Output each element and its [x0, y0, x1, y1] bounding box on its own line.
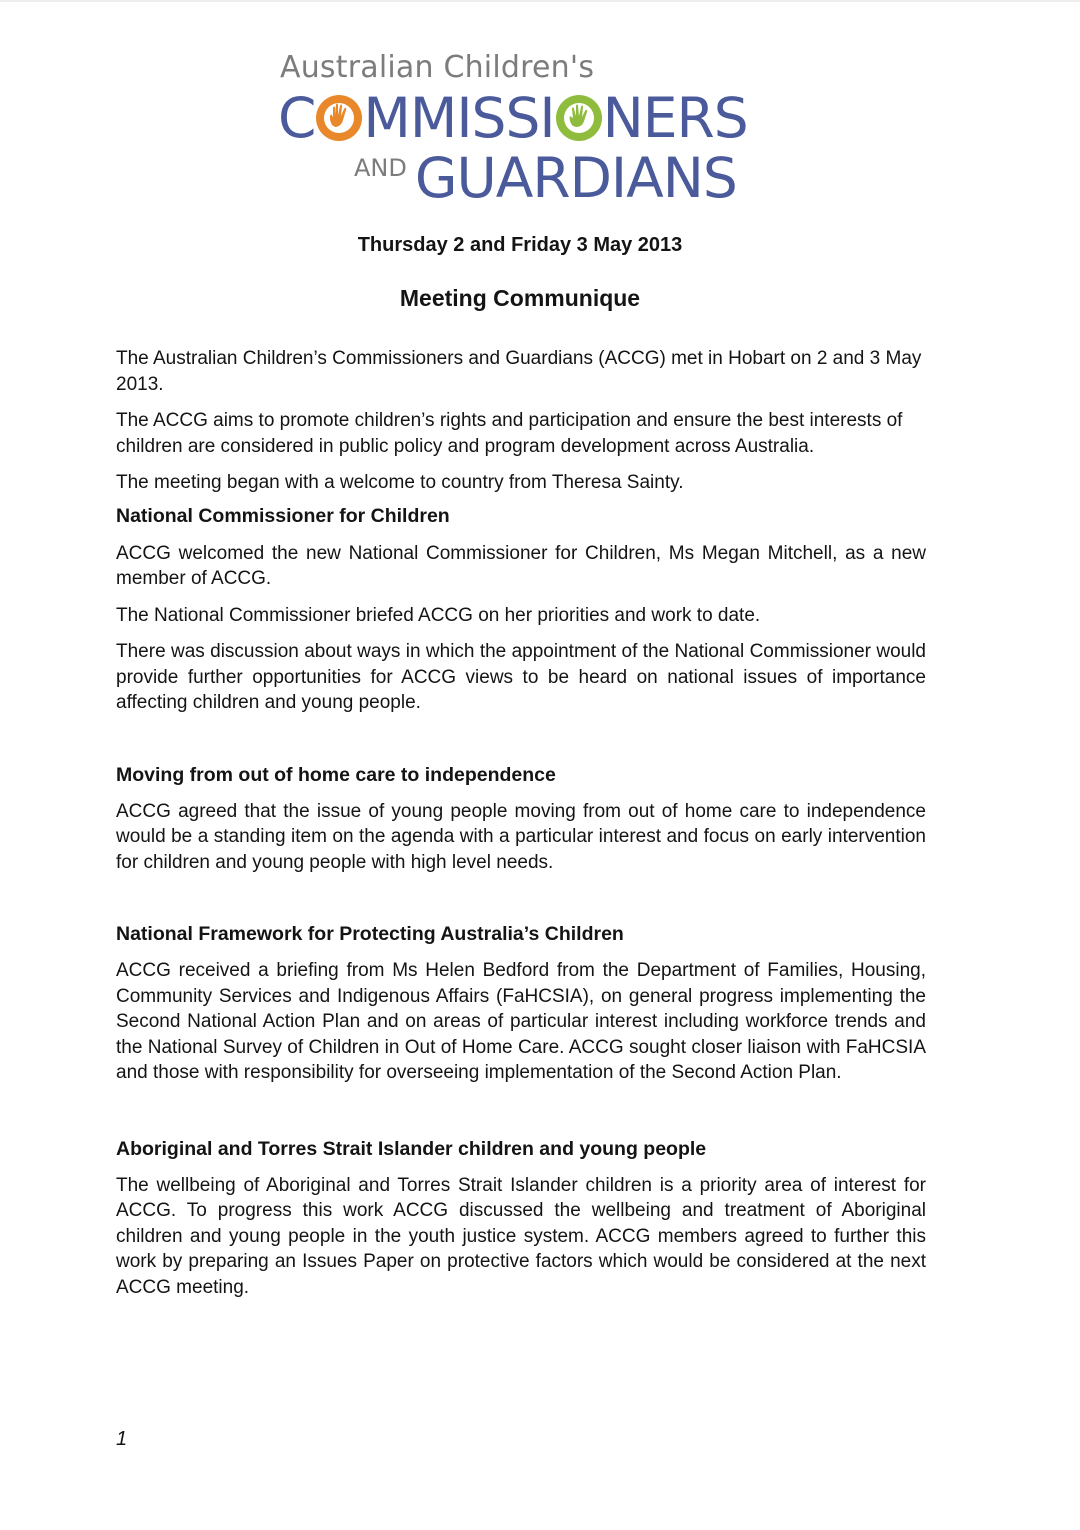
logo-letters-ners: NERS	[602, 86, 748, 150]
logo-line-commissioners	[278, 86, 748, 150]
intro-paragraph-3: The meeting began with a welcome to country from Theresa Sainty.	[116, 472, 684, 493]
accg-logo	[278, 46, 778, 210]
section-spacer	[116, 727, 926, 763]
logo-line-australian-childrens: Australian Children's	[280, 50, 595, 85]
logo-and: AND	[354, 154, 407, 182]
logo-guardians: GUARDIANS	[414, 146, 737, 210]
logo-letter-c: C	[278, 86, 316, 150]
document-body	[116, 346, 926, 1311]
section-heading-out-of-home-care: Moving from out of home care to independence	[116, 763, 556, 786]
national-commissioner-paragraph-3: There was discussion about ways in which the appointment of the National Commissioner would provide further opportunities for ACCG views to be heard on national issues of importance affecting children and young people.	[116, 641, 926, 713]
aboriginal-paragraph-1: The wellbeing of Aboriginal and Torres Strait Islander children is a priority area of interest for ACCG. To progress this work ACCG discussed the wellbeing and treatment of Aboriginal children and young people in the youth justice system. ACCG members agreed to further this work by preparing an Issues Paper on protective factors which would be considered at the next ACCG meeting.	[116, 1174, 926, 1298]
section-heading-national-framework: National Framework for Protecting Australia’s Children	[116, 923, 624, 945]
section-spacer	[116, 1097, 926, 1137]
section-spacer	[116, 886, 926, 922]
logo-letters-mmissi: MMISSI	[363, 86, 555, 150]
page-number: 1	[116, 1428, 128, 1450]
page-title: Meeting Communique	[399, 285, 641, 311]
national-commissioner-paragraph-1: ACCG welcomed the new National Commissioner for Children, Ms Megan Mitchell, as a new member of ACCG.	[116, 542, 926, 589]
out-of-home-care-paragraph-1: ACCG agreed that the issue of young people moving from out of home care to independence would be a standing item on the agenda with a particular interest and focus on early intervention for children and young people with high level needs.	[116, 800, 926, 873]
logo-line-and-guardians	[354, 146, 737, 210]
page-top-border	[0, 0, 1080, 2]
meeting-date: Thursday 2 and Friday 3 May 2013	[357, 234, 683, 256]
intro-paragraph-1: The Australian Children’s Commissioners and Guardians (ACCG) met in Hobart on 2 and 3 May 2013.	[116, 348, 922, 395]
intro-paragraph-2: The ACCG aims to promote children’s rights and participation and ensure the best interests of children are considered in public policy and program development across Australia.	[116, 410, 903, 457]
national-framework-paragraph-1: ACCG received a briefing from Ms Helen Bedford from the Department of Families, Housing, Community Services and Indigenous Affairs (FaHCSIA), on general progress implementing the Second National Action Plan and on areas of particular interest including workforce trends and the National Survey of Children in Out of Home Care. ACCG sought closer liaison with FaHCSIA and those with responsibility for overseeing implementation of the Second Action Plan.	[116, 960, 926, 1083]
section-heading-aboriginal: Aboriginal and Torres Strait Islander children and young people	[116, 1137, 707, 1160]
national-commissioner-paragraph-2: The National Commissioner briefed ACCG on her priorities and work to date.	[116, 604, 761, 626]
hand-icon-orange	[316, 95, 362, 141]
section-heading-national-commissioner: National Commissioner for Children	[116, 504, 450, 527]
hand-icon-green	[556, 95, 602, 141]
